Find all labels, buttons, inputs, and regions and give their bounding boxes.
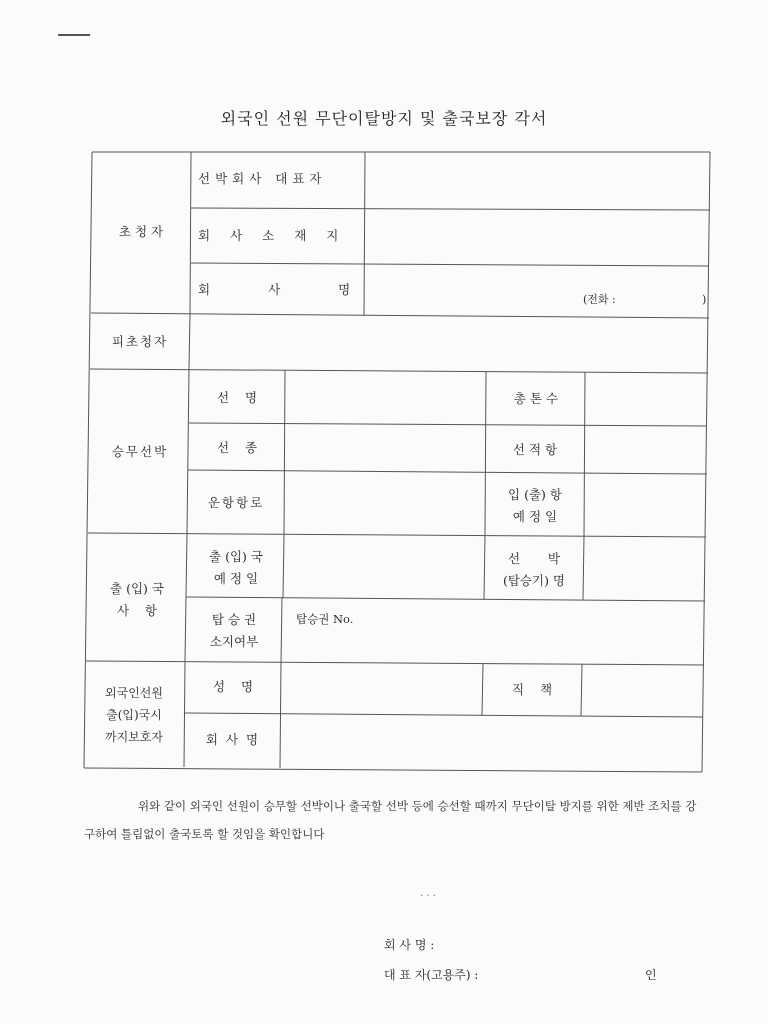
route-label: 운항항로 xyxy=(207,495,265,510)
vessel-name-label: 선 박 (탑승기) 명 xyxy=(502,551,566,588)
company-name-label: 회사명 xyxy=(198,282,409,297)
phone-label: (전화 : xyxy=(583,293,616,306)
departure-date-label: 출 (입) 국 예 정 일 xyxy=(209,549,263,586)
phone-close: ) xyxy=(702,293,707,306)
signature-representative-label: 대 표 자(고용주) : xyxy=(384,968,479,982)
ship-section-label: 승무선박 xyxy=(111,444,169,459)
departure-section-label: 출 (입) 국 사 항 xyxy=(110,581,164,618)
tonnage-label: 총 톤 수 xyxy=(513,391,559,406)
guardian-name-label: 성 명 xyxy=(212,679,254,694)
signature-dots: . . . xyxy=(420,888,436,899)
signature-company-label: 회 사 명 : xyxy=(384,938,435,952)
ship-name-label: 선 명 xyxy=(216,390,258,405)
confirmation-statement: 위와 같이 외국인 선원이 승무할 선박이나 출국할 선박 등에 승선할 때까지 무단이탈 방지를 위한 제반 조치를 강구하여 틀림없이 출국토록 할 것임을 확인합니다 xyxy=(84,799,697,841)
ticket-label: 탑 승 권 소지여부 xyxy=(209,612,259,649)
guardian-position-label: 직 책 xyxy=(511,682,553,697)
company-address-label: 회사소재지 xyxy=(198,228,359,243)
registry-port-label: 선 적 항 xyxy=(512,442,558,457)
representative-label: 선박회사 대표자 xyxy=(198,171,327,186)
document-title: 외국인 선원 무단이탈방지 및 출국보장 각서 xyxy=(220,109,548,128)
port-schedule-label: 입 (출) 항 예 정 일 xyxy=(508,487,562,524)
guardian-company-label: 회 사 명 xyxy=(205,732,261,747)
inviter-section-label: 초 청 자 xyxy=(118,224,164,239)
invitee-section-label: 피초청자 xyxy=(111,334,169,349)
guardian-section-label: 외국인선원 출(입)국시 까지보호자 xyxy=(105,686,163,744)
ticket-number-label: 탑승권 No. xyxy=(296,612,354,626)
seal-label: 인 xyxy=(645,968,657,982)
ship-type-label: 선 종 xyxy=(216,440,258,455)
